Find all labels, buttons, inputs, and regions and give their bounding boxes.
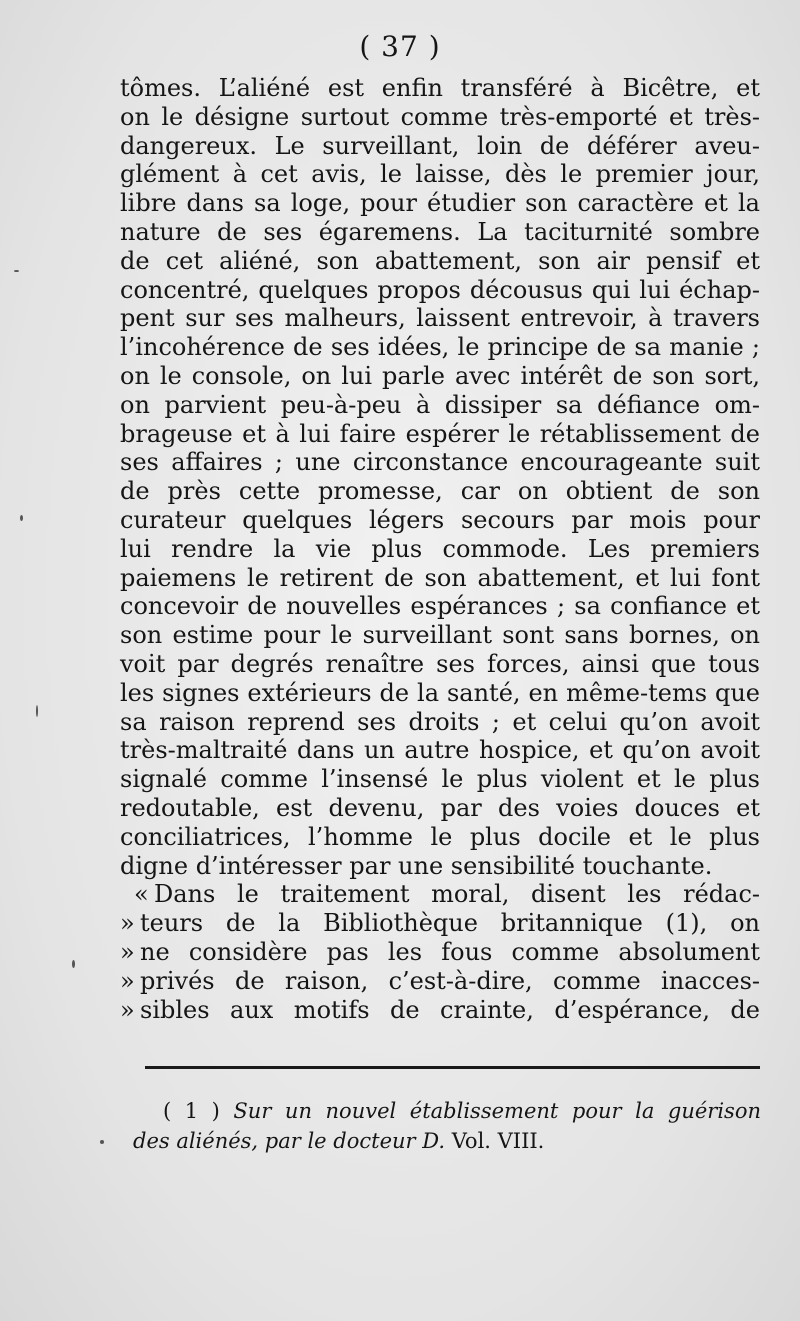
quote-line xyxy=(120,909,760,938)
text-line: paiemens le retirent de son abattement, et lui font xyxy=(120,563,760,592)
text-line: sa raison reprend ses droits ; et celui qu’on avoit xyxy=(120,707,760,736)
footnote-citation: des aliénés, par le docteur D. xyxy=(133,1129,445,1153)
paper-speck xyxy=(14,270,19,272)
text-line: de cet aliéné, son abattement, son air pensif et xyxy=(120,246,760,275)
text-line: redoutable, est devenu, par des voies douces et xyxy=(120,793,760,822)
quote-line xyxy=(120,938,760,967)
text-line: digne d’intéresser par une sensibilité touchante. xyxy=(120,851,713,880)
text-line: conciliatrices, l’homme le plus docile et le plus xyxy=(120,822,760,851)
text-line: dangereux. Le surveillant, loin de déférer aveu- xyxy=(120,131,760,160)
quote-line xyxy=(120,880,760,909)
text-line: très-maltraité dans un autre hospice, et qu’on avoit xyxy=(120,736,760,765)
text-line: glément à cet avis, le laisse, dès le premier jour, xyxy=(120,160,760,189)
text-line: libre dans sa loge, pour étudier son caractère et la xyxy=(120,189,760,218)
footnote-marker: ( 1 ) xyxy=(163,1099,220,1123)
quote-text: teurs de la Bibliothèque britannique (1), on xyxy=(140,909,760,938)
text-line: brageuse et à lui faire espérer le rétablissement de xyxy=(120,419,760,448)
text-line: on le console, on lui parle avec intérêt de son sort, xyxy=(120,361,760,390)
quote-text: sibles aux motifs de crainte, d’espérance, de xyxy=(140,995,760,1024)
text-line: concentré, quelques propos décousus qui lui échap- xyxy=(120,275,760,304)
text-line: son estime pour le surveillant sont sans bornes, on xyxy=(120,621,760,650)
quote-mark: » xyxy=(120,966,135,995)
page-number: ( 37 ) xyxy=(359,30,441,63)
paper-speck xyxy=(20,515,23,521)
text-line: concevoir de nouvelles espérances ; sa confiance et xyxy=(120,592,760,621)
text-line: de près cette promesse, car on obtient de son xyxy=(120,477,760,506)
paper-speck xyxy=(72,960,75,968)
quote-line xyxy=(120,996,760,1025)
quote-line xyxy=(120,967,760,996)
text-line: nature de ses égaremens. La taciturnité sombre xyxy=(120,217,760,246)
text-line: voit par degrés renaître ses forces, ainsi que tous xyxy=(120,649,760,678)
text-line: on le désigne surtout comme très-emporté et très- xyxy=(120,102,760,131)
footnote-divider xyxy=(145,1066,760,1069)
quote-mark: » xyxy=(120,909,135,938)
quote-mark: » xyxy=(120,995,135,1024)
text-line: pent sur ses malheurs, laissent entrevoir, à travers xyxy=(120,304,760,333)
body-text xyxy=(120,74,760,1024)
quote-text: ne considère pas les fous comme absolument xyxy=(140,937,760,966)
text-line: lui rendre la vie plus commode. Les premiers xyxy=(120,534,760,563)
text-line: l’incohérence de ses idées, le principe de sa manie ; xyxy=(120,333,760,362)
paper-speck xyxy=(100,1140,104,1144)
quote-mark: » xyxy=(120,937,135,966)
footnote xyxy=(133,1096,761,1156)
text-line: curateur quelques légers secours par mois pour xyxy=(120,505,760,534)
footnote-line xyxy=(133,1126,761,1156)
text-line: ses affaires ; une circonstance encourageante suit xyxy=(120,448,760,477)
text-line: tômes. L’aliéné est enfin transféré à Bicêtre, et xyxy=(120,74,760,102)
text-line: signalé comme l’insensé le plus violent et le plus xyxy=(120,765,760,794)
footnote-line xyxy=(133,1096,761,1126)
text-line: on parvient peu-à-peu à dissiper sa défiance om- xyxy=(120,390,760,419)
paper-speck xyxy=(36,705,38,717)
footnote-citation: Sur un nouvel établissement pour la guérison xyxy=(233,1099,761,1123)
quote-mark: « xyxy=(134,880,149,909)
footnote-volume: Vol. VIII. xyxy=(451,1129,545,1153)
quote-text: Dans le traitement moral, disent les rédac- xyxy=(154,880,760,909)
text-line: les signes extérieurs de la santé, en même-tems que xyxy=(120,678,760,707)
quote-text: privés de raison, c’est-à-dire, comme inacces- xyxy=(140,966,760,995)
